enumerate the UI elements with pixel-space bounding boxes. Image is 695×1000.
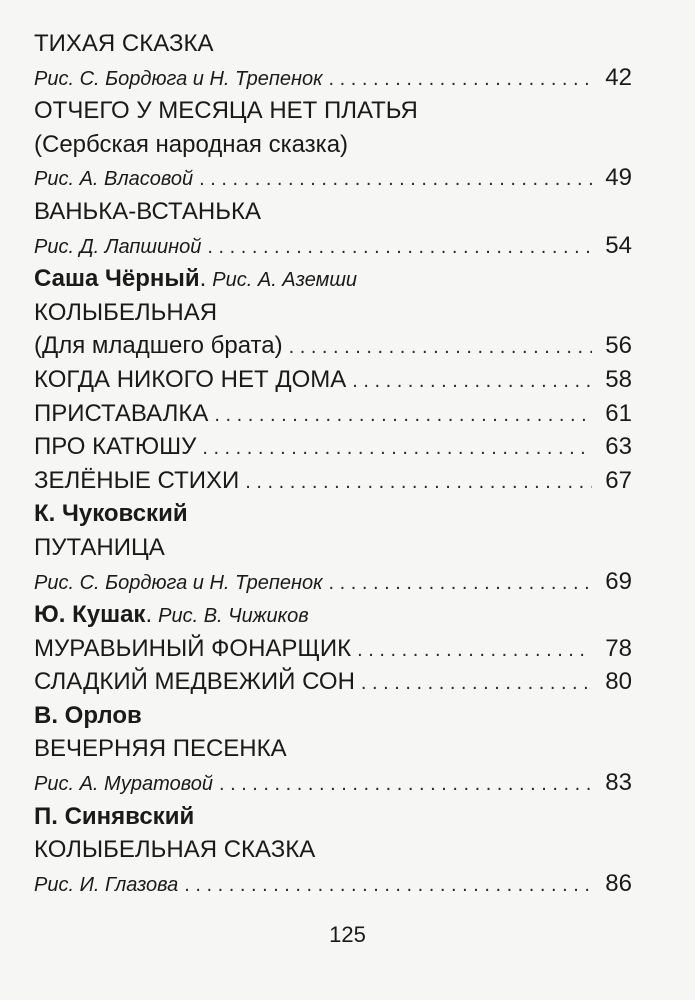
- dot-leader: [352, 365, 592, 399]
- toc-entry-title: СЛАДКИЙ МЕДВЕЖИЙ СОН: [34, 668, 355, 696]
- toc-entry: [34, 531, 632, 565]
- toc-entry-title: ПУТАНИЦА: [34, 533, 165, 561]
- dot-leader: [361, 667, 592, 701]
- toc-entry: [34, 296, 632, 330]
- toc-entry-illustrator: Рис. А. Муратовой: [34, 773, 213, 796]
- toc-entry-author: В. Орлов: [34, 701, 142, 729]
- toc-entry: [34, 397, 632, 431]
- toc-entry: [34, 363, 632, 397]
- toc-entry-author: К. Чуковский: [34, 500, 188, 528]
- toc-entry-title: ЗЕЛЁНЫЕ СТИХИ: [34, 466, 240, 494]
- toc-entry: [34, 632, 632, 666]
- toc-entry-page-number: 69: [605, 567, 632, 595]
- toc-entry-title: (Для младшего брата): [34, 332, 283, 360]
- toc-entry: [34, 464, 632, 498]
- toc-entry-page-number: 61: [605, 399, 632, 427]
- dot-leader: [207, 231, 592, 265]
- dot-leader: [202, 432, 592, 466]
- toc-entry-page-number: 42: [605, 63, 632, 91]
- toc-entry-title: КОГДА НИКОГО НЕТ ДОМА: [34, 365, 347, 393]
- toc-entry: [34, 195, 632, 229]
- toc-entry: [34, 329, 632, 363]
- toc-entry-page-number: 67: [605, 466, 632, 494]
- toc-entry-illustrator: Рис. С. Бордюга и Н. Трепенок: [34, 67, 323, 90]
- toc-entry-title: КОЛЫБЕЛЬНАЯ СКАЗКА: [34, 836, 316, 864]
- toc-entry: [34, 128, 632, 162]
- dot-leader: [289, 331, 592, 365]
- toc-entry-title: МУРАВЬИНЫЙ ФОНАРЩИК: [34, 634, 352, 662]
- toc-entry: [34, 867, 632, 901]
- toc-entry: [34, 766, 632, 800]
- toc-entry-page-number: 49: [605, 164, 632, 192]
- toc-entry-page-number: 56: [605, 332, 632, 360]
- toc-entry-author: Ю. Кушак: [34, 601, 146, 629]
- toc-entry-illustrator: Рис. А. Аземши: [212, 269, 358, 292]
- toc-entry-author: П. Синявский: [34, 802, 195, 830]
- dot-leader: [214, 399, 592, 433]
- dot-leader: [219, 768, 592, 802]
- toc-entry-illustrator: Рис. И. Глазова: [34, 873, 179, 896]
- dot-leader: [329, 567, 592, 601]
- toc-entry-author-punct: .: [145, 601, 153, 629]
- page-number: 125: [329, 922, 366, 947]
- toc-entry: [34, 229, 632, 263]
- toc-entry-page-number: 80: [605, 668, 632, 696]
- toc-entry: [34, 833, 632, 867]
- toc-entry: [34, 598, 632, 632]
- toc-entry-title: КОЛЫБЕЛЬНАЯ: [34, 298, 218, 326]
- toc-entry-page-number: 86: [605, 869, 632, 897]
- toc-entry-title: ПРО КАТЮШУ: [34, 433, 197, 461]
- toc-entry-author-punct: .: [199, 265, 207, 293]
- dot-leader: [184, 869, 592, 903]
- toc-entry-illustrator: Рис. Д. Лапшиной: [34, 235, 202, 258]
- toc-entry: [34, 94, 632, 128]
- toc-entry-title: ВЕЧЕРНЯЯ ПЕСЕНКА: [34, 735, 287, 763]
- toc-entry: [34, 161, 632, 195]
- toc-entry: [34, 430, 632, 464]
- dot-leader: [329, 63, 592, 97]
- toc-entry-title: ОТЧЕГО У МЕСЯЦА НЕТ ПЛАТЬЯ: [34, 97, 418, 125]
- toc-entry-title: (Сербская народная сказка): [34, 130, 349, 158]
- toc-entry: [34, 262, 632, 296]
- toc-entry-page-number: 58: [605, 365, 632, 393]
- toc-entry: [34, 497, 632, 531]
- toc-entry-author: Саша Чёрный: [34, 265, 200, 293]
- toc-entry-title: ТИХАЯ СКАЗКА: [34, 30, 214, 57]
- toc-entry-illustrator: Рис. В. Чижиков: [158, 605, 309, 628]
- dot-leader: [357, 634, 592, 668]
- toc-entry: [34, 665, 632, 699]
- toc-entry-title: ПРИСТАВАЛКА: [34, 399, 209, 427]
- toc-entry: [34, 732, 632, 766]
- toc-entry-page-number: 63: [605, 433, 632, 461]
- toc-entry: [34, 565, 632, 599]
- toc-entry-page-number: 83: [605, 769, 632, 797]
- dot-leader: [245, 466, 592, 500]
- toc-entry: [34, 61, 632, 95]
- toc-entry: [34, 699, 632, 733]
- dot-leader: [199, 163, 592, 197]
- toc-entry-page-number: 78: [605, 634, 632, 662]
- toc-entry-title: ВАНЬКА-ВСТАНЬКА: [34, 197, 261, 225]
- table-of-contents: [34, 27, 632, 900]
- toc-entry: [34, 800, 632, 834]
- toc-entry: [34, 27, 632, 61]
- toc-entry-page-number: 54: [605, 231, 632, 259]
- toc-entry-illustrator: Рис. А. Власовой: [34, 168, 194, 191]
- toc-entry-illustrator: Рис. С. Бордюга и Н. Трепенок: [34, 571, 323, 594]
